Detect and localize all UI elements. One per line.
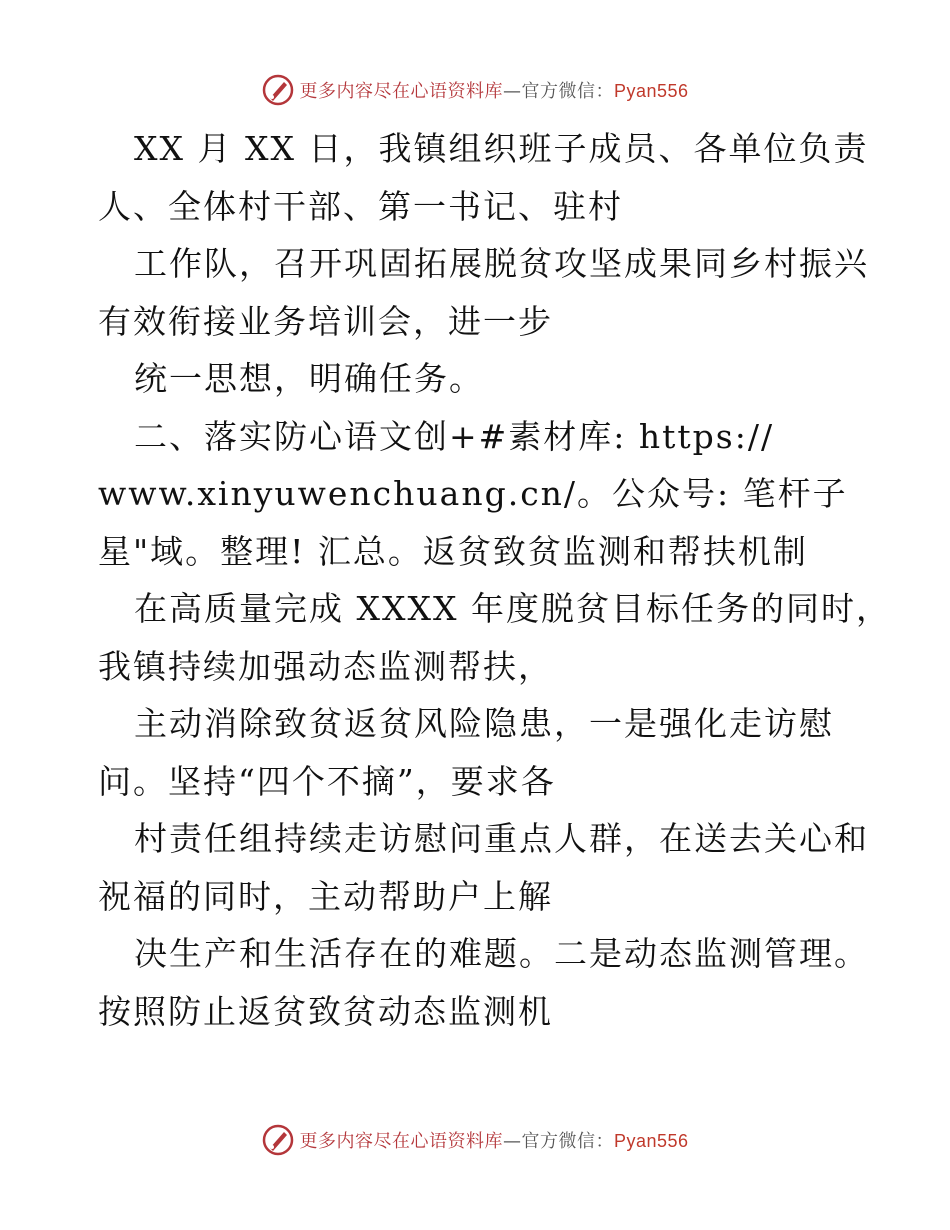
header-banner-main: 更多内容尽在心语资料库 bbox=[299, 81, 503, 102]
header-banner-wechat-id: Pyan556 bbox=[613, 81, 689, 101]
header-banner-wechat-label: 官方微信： bbox=[521, 81, 614, 102]
footer-banner-main: 更多内容尽在心语资料库 bbox=[299, 1131, 503, 1152]
header-banner-text bbox=[299, 77, 688, 103]
body-line: 主动消除致贫返贫风险隐患，一是强化走访慰 bbox=[134, 704, 834, 743]
footer-banner-dash: — bbox=[502, 1131, 522, 1152]
pen-logo-icon bbox=[261, 73, 295, 107]
body-line: 问。坚持“四个不摘”，要求各 bbox=[98, 761, 556, 801]
header-watermark-banner bbox=[0, 70, 950, 110]
footer-banner-wechat-label: 官方微信： bbox=[521, 1131, 614, 1152]
header-banner-dash: — bbox=[502, 81, 522, 102]
body-line: 人、全体村干部、第一书记、驻村 bbox=[98, 186, 623, 226]
body-line: 工作队，召开巩固拓展脱贫攻坚成果同乡村振兴 bbox=[134, 244, 869, 283]
body-line: 祝福的同时，主动帮助户上解 bbox=[98, 876, 553, 916]
body-line: 村责任组持续走访慰问重点人群，在送去关心和 bbox=[134, 819, 869, 858]
footer-watermark-banner bbox=[0, 1120, 950, 1160]
footer-banner-wechat-id: Pyan556 bbox=[613, 1131, 689, 1151]
document-body bbox=[98, 120, 891, 1040]
body-line: 有效衔接业务培训会，进一步 bbox=[98, 301, 553, 341]
body-line: www.xinyuwenchuang.cn/。公众号: 笔杆子 bbox=[98, 474, 848, 513]
body-line: 星"域。整理! 汇总。返贫致贫监测和帮扶机制 bbox=[98, 531, 808, 571]
body-line: 在高质量完成 XXXX 年度脱贫目标任务的同时， bbox=[134, 589, 891, 628]
body-line: 我镇持续加强动态监测帮扶， bbox=[98, 646, 553, 686]
body-line: 决生产和生活存在的难题。二是动态监测管理。 bbox=[134, 934, 869, 973]
footer-banner-text bbox=[299, 1127, 688, 1153]
body-line: 二、落实防心语文创+#素材库: https:// bbox=[134, 416, 775, 456]
body-line: 按照防止返贫致贫动态监测机 bbox=[98, 991, 553, 1031]
body-line: XX 月 XX 日，我镇组织班子成员、各单位负责 bbox=[134, 129, 869, 168]
body-line: 统一思想，明确任务。 bbox=[134, 359, 484, 398]
pen-logo-icon bbox=[261, 1123, 295, 1157]
